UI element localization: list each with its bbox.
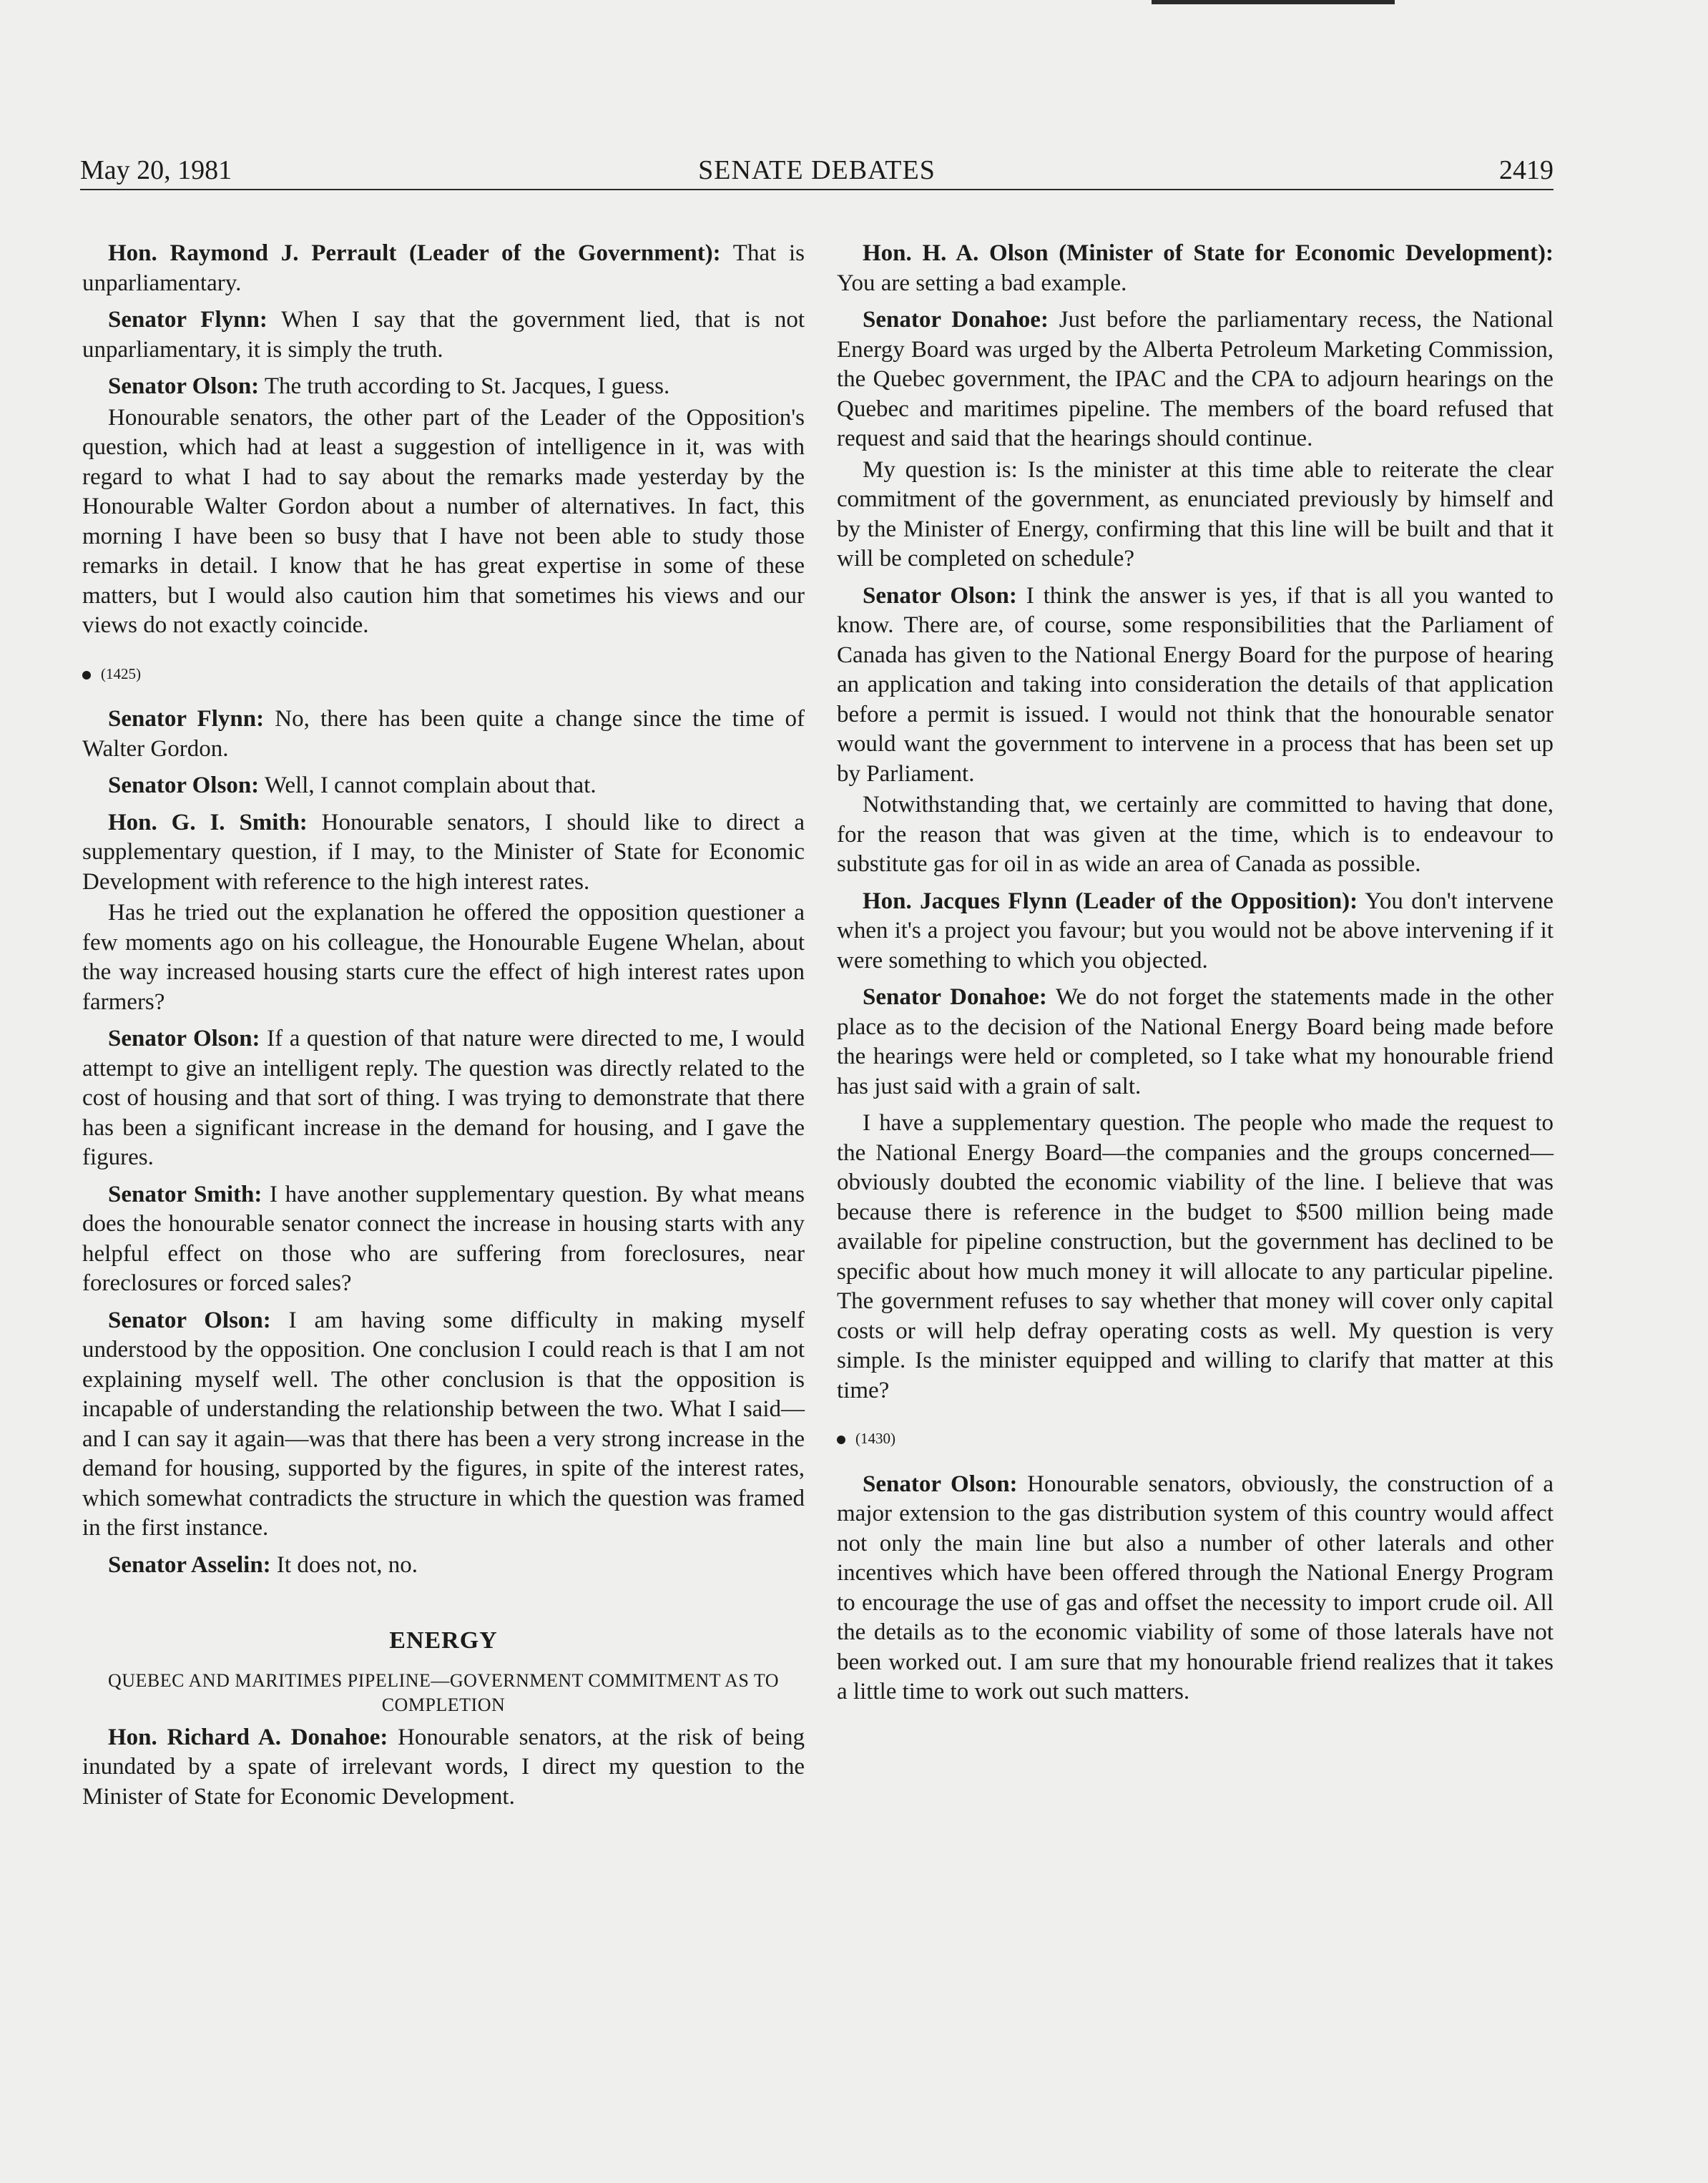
- speech: You don't intervene when it's a project you favour; but you would not be above intervening if it were something to which you objected.: [837, 888, 1554, 973]
- speech: Honourable senators, at the risk of being inundated by a spate of irrelevant words, I direct my question to the Minister of State for Economic Development.: [82, 1724, 805, 1810]
- speaker: Senator Olson:: [863, 1471, 1018, 1497]
- paragraph: [82, 771, 805, 801]
- header-date: May 20, 1981: [80, 155, 232, 185]
- speech: We do not forget the statements made in the other place as to the decision of the National Energy Board being made before the hearings were held or completed, so I take what my honourable friend has just said with a grain of salt.: [837, 984, 1554, 1099]
- paragraph: [82, 1723, 805, 1812]
- speech: The truth according to St. Jacques, I guess.: [259, 373, 670, 399]
- paragraph: [82, 372, 805, 402]
- paragraph: [837, 305, 1554, 454]
- paragraph: [82, 1180, 805, 1299]
- speaker: Senator Flynn:: [108, 307, 268, 333]
- paragraph: Honourable senators, the other part of the Leader of the Opposition's question, which had at least a suggestion of intelligence in it, was with regard to what I had to say about the remarks made yesterday by the Honourable Walter Gordon about a number of alternatives. In fact, this morning I have been so busy that I have not been able to study those remarks in detail. I know that he has great expertise in some of these matters, but I would also caution him that sometimes his views and our views do not exactly coincide.: [82, 404, 805, 638]
- speaker: Senator Olson:: [108, 1307, 271, 1333]
- speaker: Hon. H. A. Olson (Minister of State for Economic Development):: [863, 240, 1554, 266]
- section-subheading: QUEBEC AND MARITIMES PIPELINE—GOVERNMENT COMMITMENT AS TO COMPLETION: [107, 1669, 780, 1715]
- paragraph: [82, 305, 805, 365]
- paragraph: [837, 983, 1554, 1102]
- paragraph: [837, 582, 1554, 790]
- time-marker: [837, 1424, 1554, 1454]
- header-title: SENATE DEBATES: [698, 155, 936, 185]
- paragraph: Has he tried out the explanation he offered the opposition questioner a few moments ago on his colleague, the Honourable Eugene Whelan, about the way increased housing starts cure the effect of high interest rates upon farmers?: [82, 900, 805, 1015]
- speech: It does not, no.: [270, 1551, 418, 1578]
- bullet-icon: [837, 1436, 845, 1444]
- speaker: Hon. Raymond J. Perrault (Leader of the Government):: [108, 240, 721, 266]
- speaker: Senator Donahoe:: [863, 984, 1047, 1010]
- right-column: [837, 239, 1554, 1714]
- bullet-icon: [82, 671, 91, 680]
- paragraph: [837, 1470, 1554, 1707]
- paragraph: [82, 1551, 805, 1581]
- paragraph: [82, 705, 805, 764]
- speech: Well, I cannot complain about that.: [259, 772, 597, 798]
- speaker: Senator Asselin:: [108, 1551, 271, 1578]
- speaker: Senator Olson:: [863, 582, 1017, 609]
- speech: You are setting a bad example.: [837, 270, 1127, 296]
- speech: I am having some difficulty in making myself understood by the opposition. One conclusion I could reach is that I am not explaining myself well. The other conclusion is that the opposition is incapable of understanding the relationship between the two. What I said—and I can say it again—was that there has been a very strong increase in the demand for housing, supported by the figures, in spite of the interest rates, which somewhat contradicts the structure in which the question was framed in the first instance.: [82, 1307, 805, 1541]
- time-marker-label: (1425): [101, 664, 141, 682]
- speech: I have another supplementary question. By what means does the honourable senator connect the increase in housing starts with any helpful effect on those who are suffering from foreclosures, near foreclosures or forced sales?: [82, 1181, 805, 1296]
- paragraph: [82, 1024, 805, 1173]
- speech: Just before the parliamentary recess, the National Energy Board was urged by the Alberta Petroleum Marketing Commission, the Quebec government, the IPAC and the CPA to adjourn hearings on the Quebec and maritimes pipeline. The members of the board refused that request and said that the hearings should continue.: [837, 307, 1554, 451]
- speaker: Senator Flynn:: [108, 706, 265, 732]
- speech: No, there has been quite a change since the time of Walter Gordon.: [82, 706, 805, 762]
- scan-edge-mark: [1152, 0, 1395, 4]
- speaker: Senator Olson:: [108, 373, 260, 399]
- speech: Honourable senators, obviously, the construction of a major extension to the gas distribution system of this country would affect not only the main line but also a number of other laterals and other incentives which have been offered through the National Energy Program to encourage the use of gas and offset the necessity to import crude oil. All the details as to the economic viability of some of those laterals have not been worked out. I am sure that my honourable friend realizes that it takes a little time to work out such matters.: [837, 1471, 1554, 1704]
- paragraph: [837, 887, 1554, 976]
- paragraph: My question is: Is the minister at this time able to reiterate the clear commitment of the government, as enunciated previously by himself and by the Minister of Energy, confirming that this line will be built and that it will be completed on schedule?: [837, 456, 1554, 571]
- time-marker-label: (1430): [855, 1430, 895, 1447]
- speaker: Senator Donahoe:: [863, 307, 1049, 333]
- speaker: Senator Smith:: [108, 1181, 262, 1207]
- page-header: [80, 152, 1554, 190]
- speaker: Hon. G. I. Smith:: [108, 809, 308, 835]
- speaker: Senator Olson:: [108, 772, 260, 798]
- section-heading: ENERGY: [389, 1627, 498, 1654]
- paragraph: I have a supplementary question. The people who made the request to the National Energy Board—the companies and the groups concerned—obviously doubted the economic viability of the line. I believe that was because there is reference in the budget to $500 million being made available for pipeline construction, but the government has declined to be specific about how much money it will allocate to any particular pipeline. The government refuses to say whether that money will cover only capital costs or will help defray operating costs as well. My question is very simple. Is the minister equipped and willing to clarify that matter at this time?: [837, 1110, 1554, 1403]
- speech: If a question of that nature were directed to me, I would attempt to give an intelligent reply. The question was directly related to the cost of housing and that sort of thing. I was trying to demonstrate that there has been a significant increase in the demand for housing, and I gave the figures.: [82, 1026, 805, 1170]
- paragraph: Notwithstanding that, we certainly are committed to having that done, for the reason that was given at the time, which is to endeavour to substitute gas for oil in as wide an area of Canada as possible.: [837, 792, 1554, 877]
- paragraph: [82, 808, 805, 898]
- speaker: Senator Olson:: [108, 1026, 260, 1051]
- time-marker: [82, 659, 805, 690]
- speaker: Hon. Jacques Flynn (Leader of the Opposition):: [863, 888, 1358, 914]
- left-column: [82, 239, 805, 1819]
- speech: When I say that the government lied, that is not unparliamentary, it is simply the truth.: [82, 307, 805, 363]
- paragraph: [82, 239, 805, 298]
- speech: Honourable senators, I should like to direct a supplementary question, if I may, to the Minister of State for Economic Development with reference to the high interest rates.: [82, 809, 805, 895]
- speaker: Hon. Richard A. Donahoe:: [108, 1724, 388, 1750]
- paragraph: [837, 239, 1554, 298]
- speech: I think the answer is yes, if that is all you wanted to know. There are, of course, some responsibilities that the Parliament of Canada has given to the National Energy Board for the purpose of hearing an application and taking into consideration the details of that application before a permit is issued. I would not think that the honourable senator would want the government to intervene in a process that has been set up by Parliament.: [837, 582, 1554, 787]
- header-page-number: 2419: [1499, 155, 1554, 185]
- speech: That is unparliamentary.: [82, 240, 805, 296]
- paragraph: [82, 1306, 805, 1544]
